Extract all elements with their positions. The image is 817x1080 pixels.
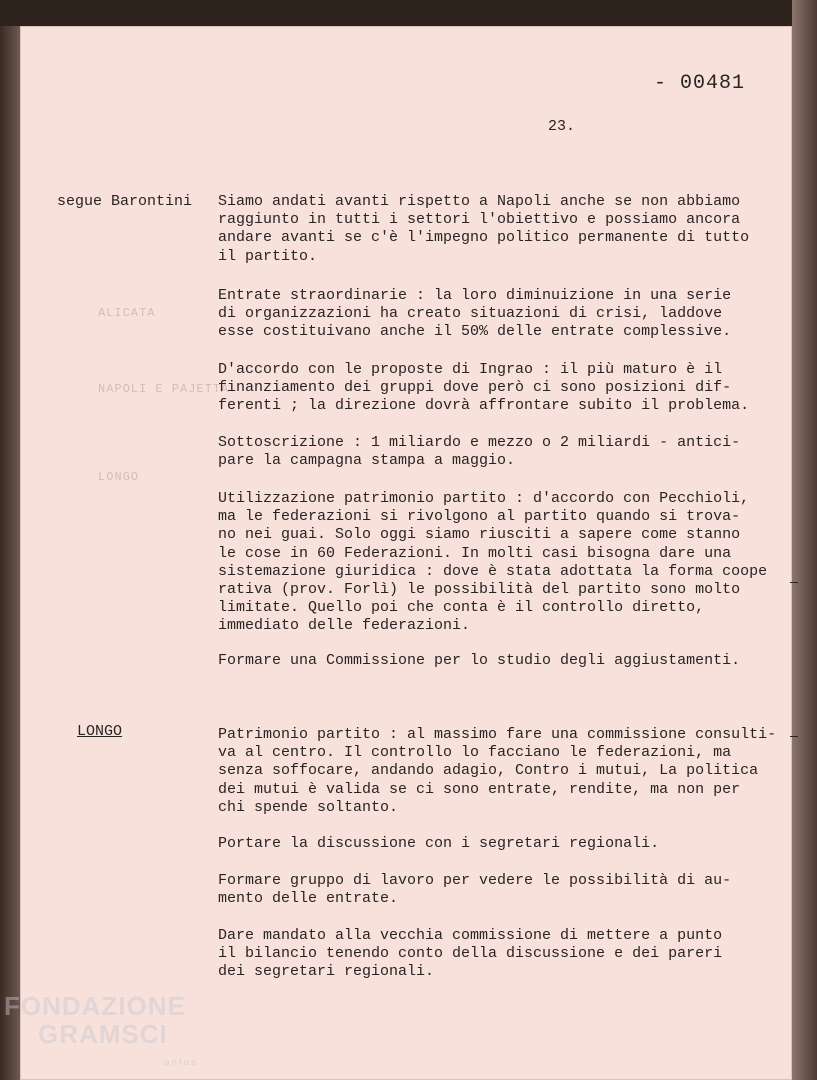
- show-through-text: ALICATA: [98, 306, 156, 320]
- speaker-barontini: segue Barontini: [57, 193, 193, 210]
- archive-watermark: [4, 992, 198, 1076]
- binder-top-edge: [0, 0, 817, 26]
- barontini-paragraph: Formare una Commissione per lo studio degli aggiustamenti.: [218, 652, 741, 669]
- barontini-paragraph: D'accordo con le proposte di Ingrao : il più maturo è il finanziamento dei gruppi dove però ci sono posizioni dif- ferenti ; la direzione dovrà affrontare subito il problema.: [218, 361, 750, 415]
- show-through-text: NAPOLI E PAJETTA: [98, 382, 230, 396]
- longo-paragraph: Patrimonio partito : al massimo fare una commissione consulti- va al centro. Il controllo lo facciano le federazioni, ma senza soffocare, andando adagio, Contro i mutui, La politica dei mutui è valida se ci sono entrate, rendite, ma non per chi spende soltanto.: [218, 726, 777, 816]
- page-number: 23.: [548, 118, 576, 135]
- watermark-line1: FONDAZIONE: [4, 991, 186, 1021]
- speaker-longo: LONGO: [77, 723, 123, 740]
- show-through-text: LONGO: [98, 470, 140, 484]
- document-number: - 00481: [654, 72, 746, 95]
- margin-tick: [790, 736, 798, 737]
- longo-paragraph: Portare la discussione con i segretari regionali.: [218, 835, 660, 852]
- binder-right-edge: [792, 0, 817, 1080]
- longo-paragraph: Dare mandato alla vecchia commissione di mettere a punto il bilancio tenendo conto della discussione e dei pareri dei segretari regionali.: [218, 927, 723, 981]
- barontini-paragraph: Utilizzazione patrimonio partito : d'accordo con Pecchioli, ma le federazioni si rivolgono al partito quando si trova- no nei guai. Solo oggi siamo riusciti a sapere come stanno le cose in 60 Federazioni. In molti casi bisogna dare una sistemazione giuridica : dove è stata adottata la forma coope rativa (prov. Forlì) le possibilità del partito sono molto limitate. Quello poi che conta è il controllo diretto, immediato delle federazioni.: [218, 490, 768, 635]
- barontini-paragraph: Entrate straordinarie : la loro diminuizione in una serie di organizzazioni ha creato situazioni di crisi, laddove esse costituivano anche il 50% delle entrate complessive.: [218, 287, 732, 341]
- barontini-paragraph: Siamo andati avanti rispetto a Napoli anche se non abbiamo raggiunto in tutti i settori l'obiettivo e possiamo ancora andare avanti se c'è l'impegno politico permanente di tutto il partito.: [218, 193, 750, 265]
- barontini-paragraph: Sottoscrizione : 1 miliardo e mezzo o 2 miliardi - antici- pare la campagna stampa a maggio.: [218, 434, 741, 470]
- watermark-line2: GRAMSCI: [38, 1019, 168, 1049]
- longo-paragraph: Formare gruppo di lavoro per vedere le possibilità di au- mento delle entrate.: [218, 872, 732, 908]
- binder-left-edge: [0, 0, 20, 1080]
- watermark-line3: onlus: [164, 1057, 198, 1067]
- margin-tick: [790, 582, 798, 583]
